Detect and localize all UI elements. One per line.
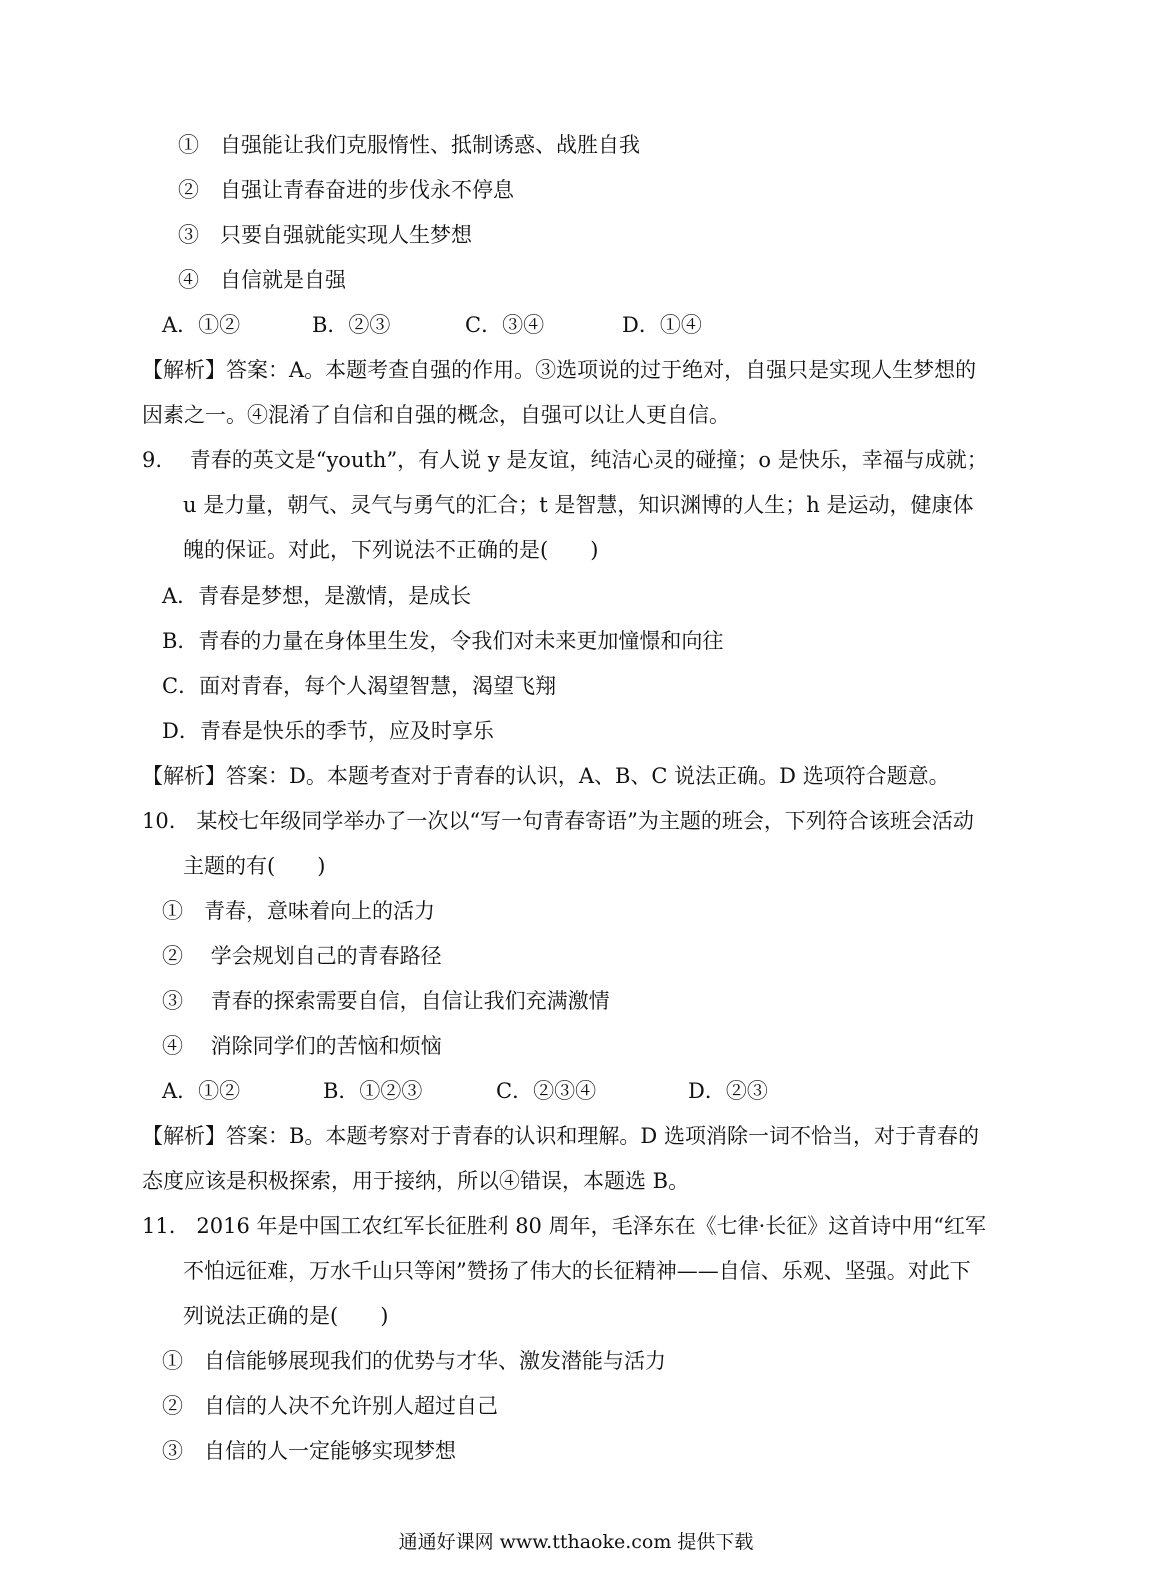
question-stem: 不怕远征难，万水千山只等闲”赞扬了伟大的长征精神——自信、乐观、坚强。对此下: [183, 1259, 971, 1283]
option-d: D．②③: [688, 1079, 768, 1103]
statement-item: ④ 自信就是自强: [178, 268, 346, 292]
option-c: C．面对青春，每个人渴望智慧，渴望飞翔: [162, 674, 557, 698]
analysis-text: 态度应该是积极探索，用于接纳，所以④错误，本题选 B。: [142, 1169, 690, 1193]
option-b: B．青春的力量在身体里生发，令我们对未来更加憧憬和向往: [162, 629, 724, 653]
page-footer: 通通好课网 www.tthaoke.com 提供下载: [398, 1531, 754, 1553]
statement-item: ③ 自信的人一定能够实现梦想: [162, 1439, 456, 1463]
statement-item: ② 自强让青春奋进的步伐永不停息: [178, 178, 514, 202]
statement-item: ① 自强能让我们克服惰性、抵制诱惑、战胜自我: [178, 133, 640, 157]
option-a: A．青春是梦想，是激情，是成长: [162, 584, 472, 608]
analysis-text: 【解析】答案：D。本题考查对于青春的认识，A、B、C 说法正确。D 选项符合题意。: [142, 764, 950, 788]
option-d: D．青春是快乐的季节，应及时享乐: [162, 719, 494, 743]
analysis-text: 因素之一。④混淆了自信和自强的概念，自强可以让人更自信。: [142, 403, 730, 427]
statement-item: ③ 只要自强就能实现人生梦想: [178, 223, 472, 247]
analysis-text: 【解析】答案：B。本题考察对于青春的认识和理解。D 选项消除一词不恰当，对于青春的: [142, 1124, 979, 1148]
statement-item: ④ 消除同学们的苦恼和烦恼: [162, 1034, 442, 1058]
statement-item: ① 自信能够展现我们的优势与才华、激发潜能与活力: [162, 1349, 666, 1373]
question-stem: 11. 2016 年是中国工农红军长征胜利 80 周年，毛泽东在《七律·长征》这首诗中用“红军: [142, 1214, 986, 1238]
question-stem: 魄的保证。对此，下列说法不正确的是( ): [183, 538, 599, 562]
statement-item: ② 自信的人决不允许别人超过自己: [162, 1394, 498, 1418]
statement-item: ① 青春，意味着向上的活力: [162, 899, 435, 923]
option-b: B．①②③: [323, 1079, 423, 1103]
statement-item: ③ 青春的探索需要自信，自信让我们充满激情: [162, 989, 610, 1013]
option-d: D．①④: [622, 313, 702, 337]
question-stem: 9. 青春的英文是“youth”，有人说 y 是友谊，纯洁心灵的碰撞；o 是快乐，幸福与成就；: [142, 448, 988, 472]
question-stem: 列说法正确的是( ): [183, 1304, 389, 1328]
question-stem: 10. 某校七年级同学举办了一次以“写一句青春寄语”为主题的班会，下列符合该班会活动: [142, 809, 974, 833]
option-c: C．②③④: [496, 1079, 597, 1103]
option-b: B．②③: [312, 313, 391, 337]
option-a: A．①②: [162, 1079, 241, 1103]
statement-item: ② 学会规划自己的青春路径: [162, 944, 442, 968]
analysis-text: 【解析】答案：A。本题考查自强的作用。③选项说的过于绝对，自强只是实现人生梦想的: [142, 358, 977, 382]
option-c: C．③④: [465, 313, 545, 337]
option-a: A．①②: [162, 313, 241, 337]
question-stem: u 是力量，朝气、灵气与勇气的汇合；t 是智慧，知识渊博的人生；h 是运动，健康体: [183, 493, 974, 517]
question-stem: 主题的有( ): [183, 854, 326, 878]
